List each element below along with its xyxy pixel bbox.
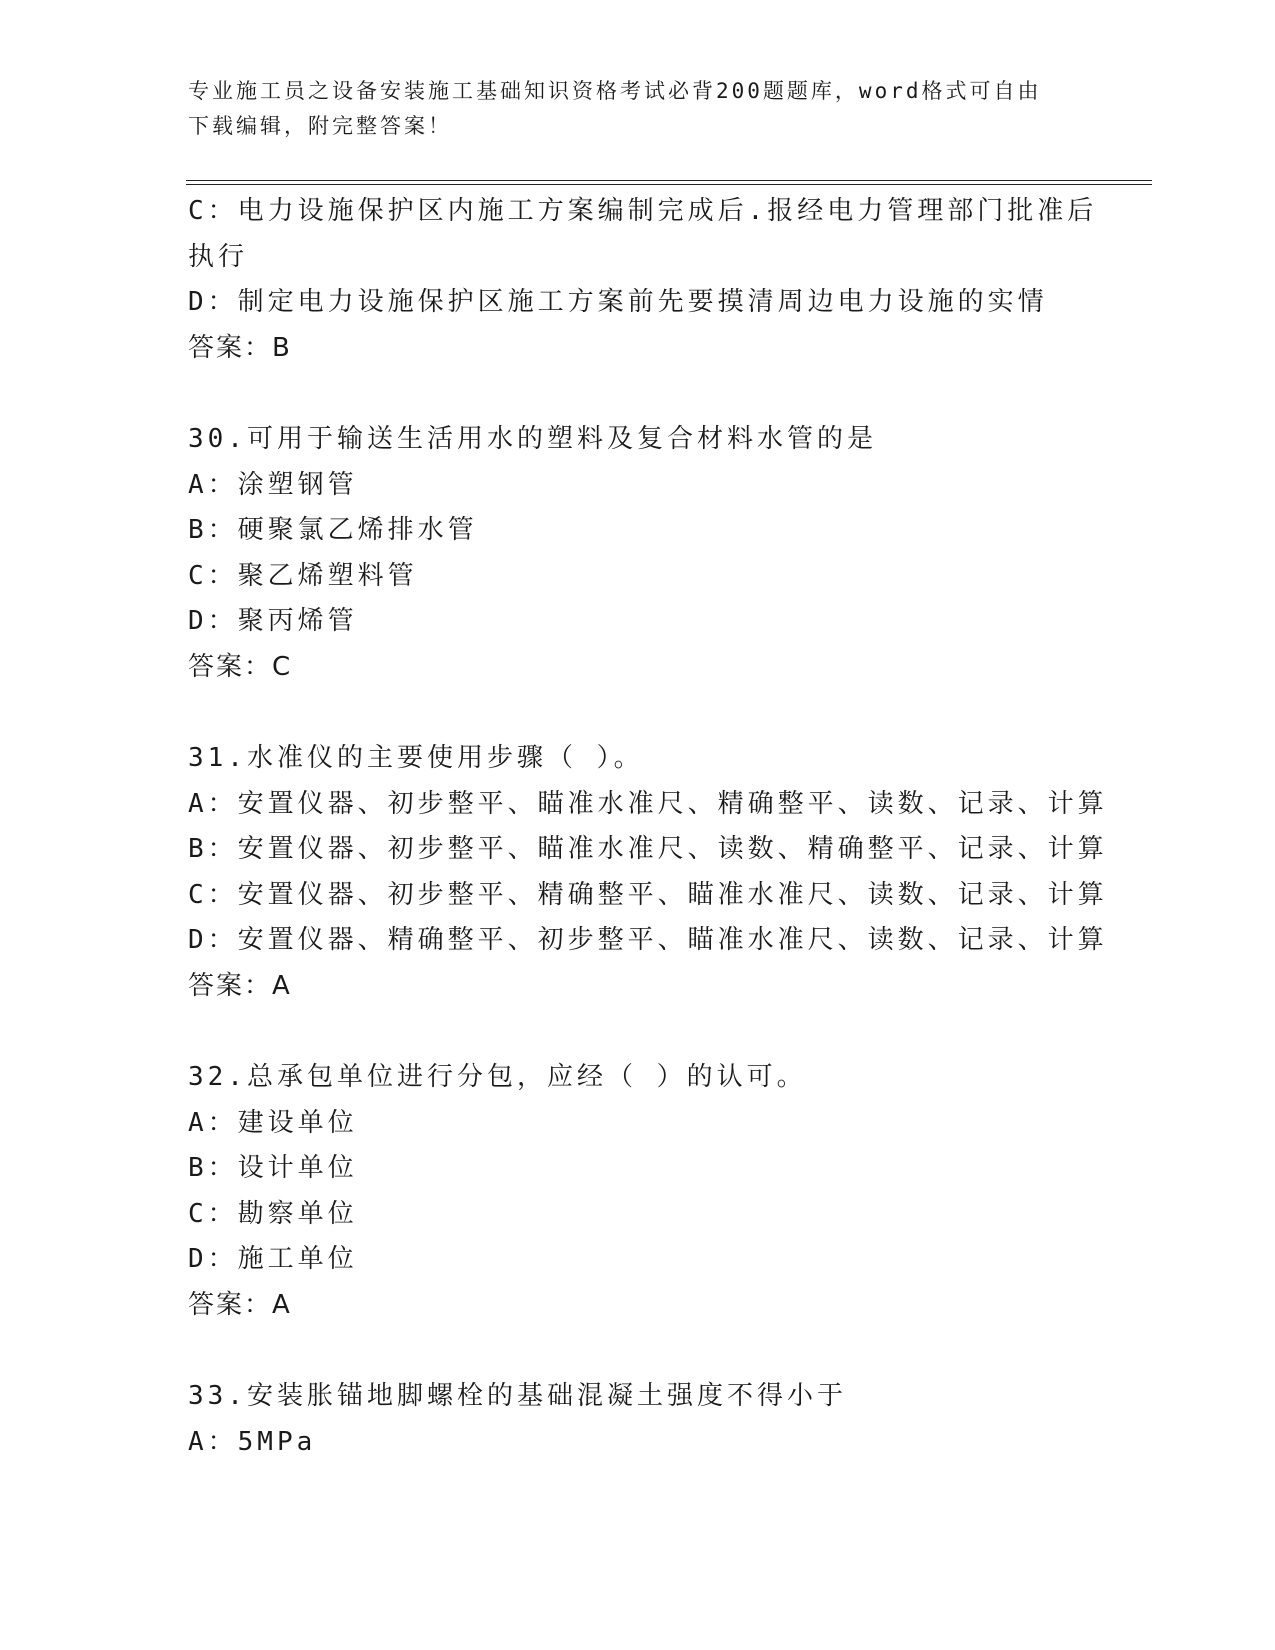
previous-question-tail	[188, 189, 1098, 371]
option-d: D：安置仪器、精确整平、初步整平、瞄准水准尺、读数、记录、计算	[188, 925, 1108, 955]
answer-line: 答案：C	[188, 651, 293, 682]
question-stem: 30.可用于输送生活用水的塑料及复合材料水管的是	[188, 424, 877, 454]
option-c: C：安置仪器、初步整平、精确整平、瞄准水准尺、读数、记录、计算	[188, 879, 1108, 910]
option-c-continued: 执行	[188, 241, 249, 272]
option-d: D：制定电力设施保护区施工方案前先要摸清周边电力设施的实情	[188, 287, 1048, 317]
option-d: D：聚丙烯管	[188, 606, 358, 636]
option-a: A：涂塑钢管	[188, 469, 358, 500]
answer-line: 答案：B	[188, 332, 292, 363]
option-c: C：聚乙烯塑料管	[188, 560, 418, 591]
answer-line: 答案：A	[188, 1289, 292, 1320]
header-line-1: 专业施工员之设备安装施工基础知识资格考试必背200题题库，word格式可自由	[188, 79, 1042, 103]
document-header	[188, 74, 1088, 144]
option-a: A：安置仪器、初步整平、瞄准水准尺、精确整平、读数、记录、计算	[188, 788, 1108, 819]
option-c: C：勘察单位	[188, 1198, 358, 1229]
question-list	[188, 189, 1108, 1465]
option-a: A：建设单位	[188, 1107, 358, 1138]
question-stem: 33.安装胀锚地脚螺栓的基础混凝土强度不得小于	[188, 1381, 847, 1411]
question-32	[188, 1055, 1088, 1328]
header-line-2: 下载编辑，附完整答案！	[188, 114, 452, 138]
question-33	[188, 1374, 1088, 1465]
option-b: B：设计单位	[188, 1153, 358, 1183]
question-stem: 32.总承包单位进行分包，应经（ ）的认可。	[188, 1062, 807, 1092]
option-a: A：5MPa	[188, 1426, 317, 1457]
question-31	[188, 736, 1108, 1009]
option-b: B：硬聚氯乙烯排水管	[188, 515, 478, 545]
question-30	[188, 417, 1088, 690]
option-d: D：施工单位	[188, 1244, 358, 1274]
question-stem: 31.水准仪的主要使用步骤（ ）。	[188, 743, 644, 773]
header-divider-top	[186, 180, 1152, 181]
option-c: C：电力设施保护区内施工方案编制完成后.报经电力管理部门批准后	[188, 196, 1098, 226]
answer-line: 答案：A	[188, 970, 292, 1001]
header-divider-bottom	[186, 184, 1152, 185]
option-b: B：安置仪器、初步整平、瞄准水准尺、读数、精确整平、记录、计算	[188, 834, 1108, 864]
